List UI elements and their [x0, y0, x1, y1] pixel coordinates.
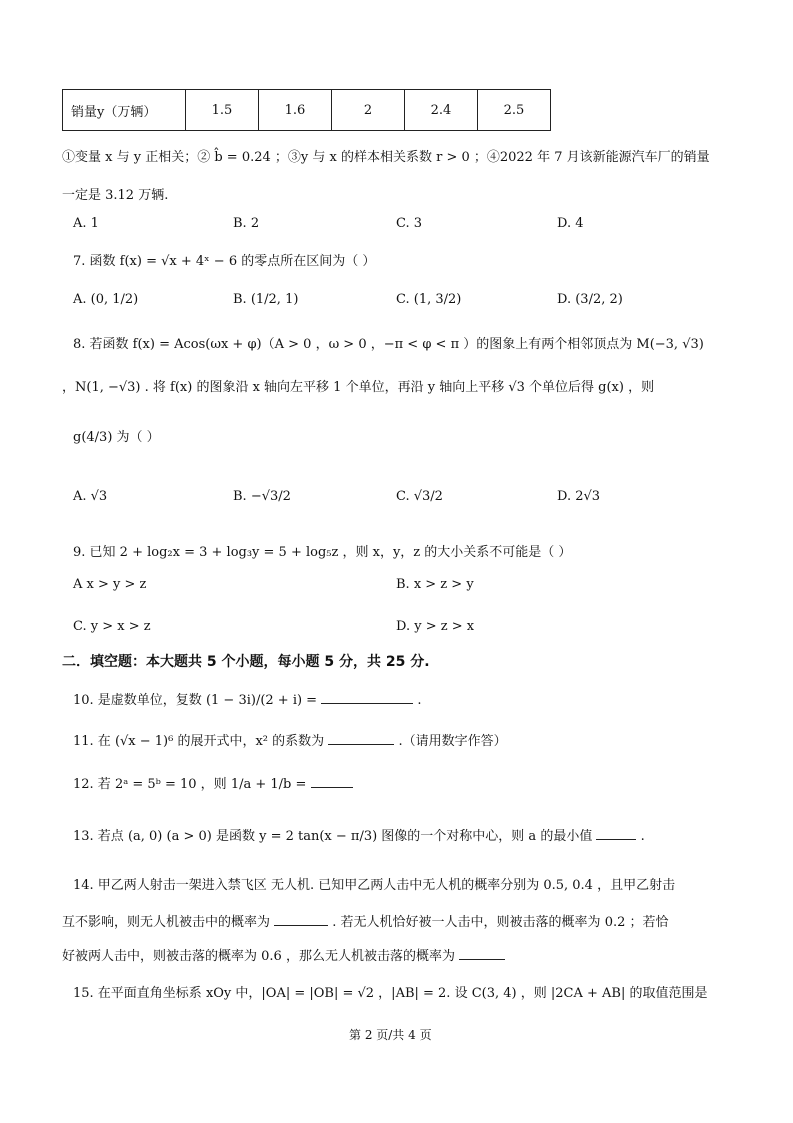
q9-option-a: A x > y > z [73, 577, 147, 592]
q8-option-d: D. 2√3 [557, 489, 601, 504]
q13 [73, 825, 645, 844]
q6-statements-line2: 一定是 3.12 万辆. [62, 188, 169, 203]
table-cell: 1.5 [186, 90, 259, 131]
q6-statements-line1: ①变量 x 与 y 正相关；② b̂ = 0.24 ；③y 与 x 的样本相关系数 r > 0 ；④2022 年 7 月该新能源汽车厂的销量 [62, 150, 710, 165]
page-footer: 第 2 页/共 4 页 [349, 1028, 432, 1042]
table-cell: 2.4 [405, 90, 478, 131]
q10-text: 10. 是虚数单位，复数 (1 − 3i)/(2 + i) = [73, 693, 318, 708]
q14-line1: 14. 甲乙两人射击一架进入禁飞区 无人机. 已知甲乙两人击中无人机的概率分别为 0.5, 0.4 ，且甲乙射击 [73, 878, 676, 893]
q11-text: 11. 在 (√x − 1)⁶ 的展开式中，x² 的系数为 [73, 734, 325, 749]
q6-option-a: A. 1 [73, 216, 99, 231]
q7-option-d: D. (3/2, 2) [557, 292, 623, 307]
q10-end: . [417, 693, 422, 708]
q13-end: . [640, 829, 645, 844]
q6-option-c: C. 3 [396, 216, 423, 231]
q9-option-d: D. y > z > x [396, 619, 475, 634]
q8-line1: 8. 若函数 f(x) = Acos(ωx + φ)（A > 0 ，ω > 0 ，−π < φ < π ）的图象上有两个相邻顶点为 M(−3, √3) [73, 337, 704, 352]
q6-option-d: D. 4 [557, 216, 584, 231]
table-cell: 2 [332, 90, 405, 131]
q11 [73, 730, 507, 749]
table-cell: 2.5 [478, 90, 551, 131]
section-title-fill-in: 二．填空题：本大题共 5 个小题，每小题 5 分，共 25 分. [62, 654, 430, 670]
q8-option-a: A. √3 [73, 489, 108, 504]
q7-option-b: B. (1/2, 1) [233, 292, 299, 307]
sales-table [62, 89, 551, 131]
q6-option-b: B. 2 [233, 216, 260, 231]
q15-text: 15. 在平面直角坐标系 xOy 中，|OA| = |OB| = √2 ，|AB| = 2. 设 C(3, 4) ，则 |2CA + AB| 的取值范围是 [73, 986, 708, 1001]
table-header-cell: 销量y（万辆） [63, 90, 186, 131]
q14-answer-blank-1[interactable] [274, 911, 328, 926]
q14-line2b: . 若无人机恰好被一人击中，则被击落的概率为 0.2 ；若恰 [332, 915, 669, 930]
q12-text: 12. 若 2ᵃ = 5ᵇ = 10 ，则 1/a + 1/b = [73, 777, 307, 792]
q9-option-b: B. x > z > y [396, 577, 474, 592]
q8-line2: ，N(1, −√3) . 将 f(x) 的图象沿 x 轴向左平移 1 个单位，再沿 y 轴向上平移 √3 个单位后得 g(x) ，则 [62, 380, 655, 395]
q7-option-c: C. (1, 3/2) [396, 292, 462, 307]
q8-line3: g(4/3) 为（ ） [73, 430, 160, 445]
q11-end: .（请用数字作答） [398, 734, 507, 749]
q11-answer-blank[interactable] [328, 730, 394, 745]
q14-line2a: 互不影响，则无人机被击中的概率为 [62, 915, 271, 930]
q9-option-c: C. y > x > z [73, 619, 151, 634]
q10 [73, 689, 422, 708]
q14-line2 [62, 911, 669, 930]
q8-option-c: C. √3/2 [396, 489, 443, 504]
q10-answer-blank[interactable] [321, 689, 413, 704]
q8-option-b: B. −√3/2 [233, 489, 291, 504]
q13-answer-blank[interactable] [596, 825, 636, 840]
q14-line3-text: 好被两人击中，则被击落的概率为 0.6 ，那么无人机被击落的概率为 [62, 949, 455, 964]
q7-stem: 7. 函数 f(x) = √x + 4ˣ − 6 的零点所在区间为（ ） [73, 254, 376, 269]
q14-answer-blank-2[interactable] [459, 945, 505, 960]
table-row [63, 90, 551, 131]
q7-option-a: A. (0, 1/2) [73, 292, 139, 307]
q13-text: 13. 若点 (a, 0) (a > 0) 是函数 y = 2 tan(x − π/3) 图像的一个对称中心，则 a 的最小值 [73, 829, 593, 844]
q9-stem: 9. 已知 2 + log₂x = 3 + log₃y = 5 + log₅z ，则 x，y，z 的大小关系不可能是（ ） [73, 545, 572, 560]
q12 [73, 773, 353, 792]
q12-answer-blank[interactable] [311, 773, 353, 788]
q14-line3 [62, 945, 505, 964]
table-cell: 1.6 [259, 90, 332, 131]
